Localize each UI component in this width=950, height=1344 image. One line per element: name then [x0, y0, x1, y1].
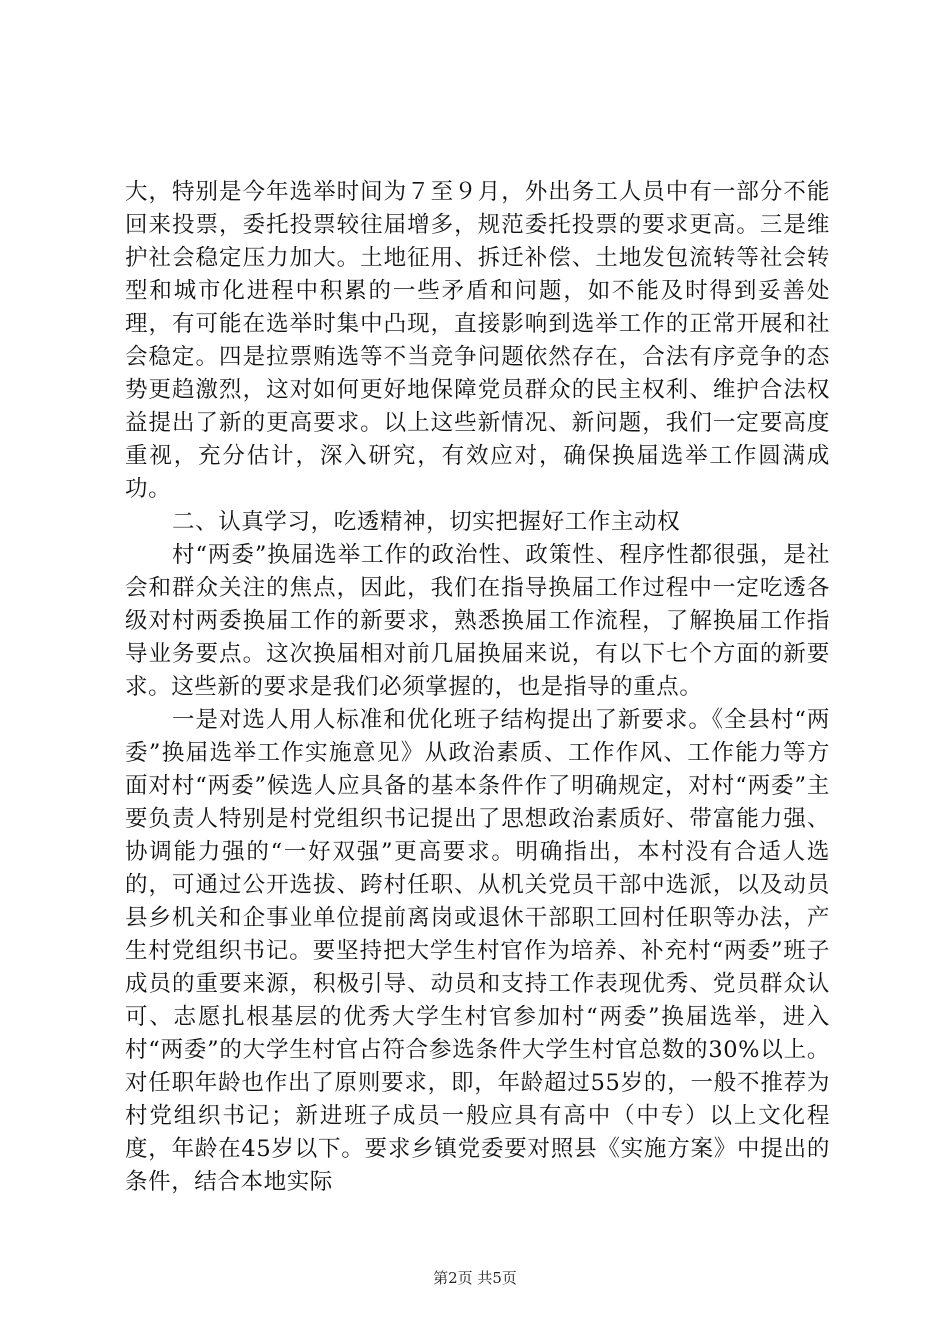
document-body [125, 176, 830, 1199]
paragraph-continuation: 大，特别是今年选举时间为７至９月，外出务工人员中有一部分不能回来投票，委托投票较往届增多，规范委托投票的要求更高。三是维护社会稳定压力加大。土地征用、拆迁补偿、土地发包流转等社会转型和城市化进程中积累的一些矛盾和问题，如不能及时得到妥善处理，有可能在选举时集中凸现，直接影响到选举工作的正常开展和社会稳定。四是拉票贿选等不当竞争问题依然存在，合法有序竞争的态势更趋激烈，这对如何更好地保障党员群众的民主权利、维护合法权益提出了新的更高要求。以上这些新情况、新问题，我们一定要高度重视，充分估计，深入研究，有效应对，确保换届选举工作圆满成功。 [125, 179, 830, 502]
paragraph: 村“两委”换届选举工作的政治性、政策性、程序性都很强，是社会和群众关注的焦点，因此，我们在指导换届工作过程中一定吃透各级对村两委换届工作的新要求，熟悉换届工作流程，了解换届工作指导业务要点。这次换届相对前几届换届来说，有以下七个方面的新要求。这些新的要求是我们必须掌握的，也是指导的重点。 [125, 542, 830, 700]
paragraph: 一是对选人用人标准和优化班子结构提出了新要求。《全县村“两委”换届选举工作实施意见》从政治素质、工作作风、工作能力等方面对村“两委”候选人应具备的基本条件作了明确规定，对村“两委”主要负责人特别是村党组织书记提出了思想政治素质好、带富能力强、协调能力强的“一好双强”更高要求。明确指出，本村没有合适人选的，可通过公开选拔、跨村任职、从机关党员干部中选派，以及动员县乡机关和企事业单位提前离岗或退休干部职工回村任职等办法，产生村党组织书记。要坚持把大学生村官作为培养、补充村“两委”班子成员的重要来源，积极引导、动员和支持工作表现优秀、党员群众认可、志愿扎根基层的优秀大学生村官参加村“两委”换届选举，进入村“两委”的大学生村官占符合参选条件大学生村官总数的30%以上。对任职年龄也作出了原则要求，即，年龄超过55岁的，一般不推荐为村党组织书记；新进班子成员一般应具有高中（中专）以上文化程度，年龄在45岁以下。要求乡镇党委要对照县《实施方案》中提出的条件，结合本地实际 [125, 707, 830, 1195]
page-footer: 第2页 共5页 [433, 1269, 517, 1287]
section-heading: 二、认真学习，吃透精神，切实把握好工作主动权 [172, 509, 681, 535]
